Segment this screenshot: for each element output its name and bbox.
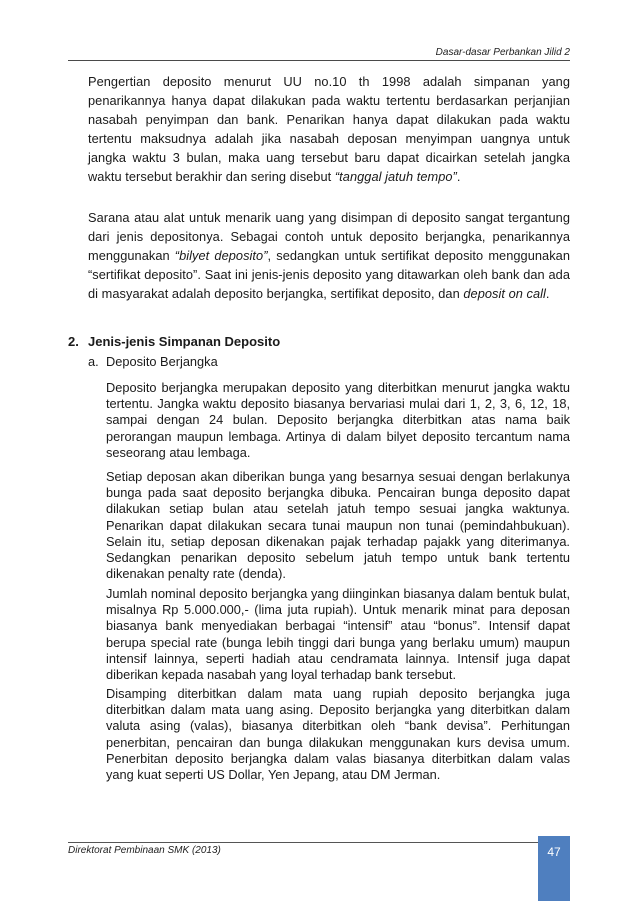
body-paragraph-2: Setiap deposan akan diberikan bunga yang besarnya sesuai dengan berlakunya bunga pada saat deposito berjangka dibuka. Pencairan bunga deposito dapat dilakukan setiap bulan atau setelah jatuh tempo sesuai jangka waktunya. Penarikan dapat dilakukan secara tunai maupun non tunai (pemindahbukuan). Selain itu, setiap deposan dikenakan pajak terhadap pajakk yang diterimanya. Sedangkan penarikan deposito sebelum jatuh tempo untuk bank tertentu dikenakan penalty rate (denda). bbox=[106, 469, 570, 582]
footer-publisher: Direktorat Pembinaan SMK (2013) bbox=[68, 845, 221, 856]
text-segment: . bbox=[456, 169, 461, 184]
body-paragraph-4: Disamping diterbitkan dalam mata uang rupiah deposito berjangka juga diterbitkan dalam mata uang asing. Deposito berjangka yang diterbitkan dalam valuta asing (valas), biasanya diterbitkan oleh “bank devisa”. Perhitungan penerbitan, pencairan dan bunga dilakukan menggunakan kurs devisa umum. Penerbitan deposito berjangka dalam valas biasanya diterbitkan dalam valas yang kuat seperti US Dollar, Yen Jepang, atau DM Jerman. bbox=[106, 686, 570, 783]
body-paragraph-3: Jumlah nominal deposito berjangka yang diinginkan biasanya dalam bentuk bulat, misalnya Rp 5.000.000,- (lima juta rupiah). Untuk menarik minat para deposan biasanya bank menyediakan berbagai “intensif” atau “bonus”. Intensif dapat berupa special rate (bunga lebih tinggi dari bunga yang berlaku umum) maupun intensif lainnya, seperti hadiah atau cendramata lainnya. Intensif juga dapat diberikan kepada nasabah yang loyal terhadap bank tersebut. bbox=[106, 586, 570, 683]
section-heading bbox=[68, 332, 280, 351]
header-divider bbox=[68, 60, 570, 61]
page-number: 47 bbox=[547, 845, 561, 859]
text-segment: deposit on call bbox=[463, 286, 546, 301]
subsection-letter: a. bbox=[88, 354, 99, 369]
subsection-heading bbox=[88, 352, 218, 371]
body-paragraph-1: Deposito berjangka merupakan deposito yang diterbitkan menurut jangka waktu tertentu. Jangka waktu deposito biasanya bervariasi mulai dari 1, 2, 3, 6, 12, 18, sampai dengan 24 bulan. Deposito berjangka diterbitkan atas nama baik perorangan maupun lembaga. Artinya di dalam bilyet deposito tercantum nama seseorang atau lembaga. bbox=[106, 380, 570, 460]
text-segment: , sedangkan untuk sertifikat deposito menggunakan “sertifikat deposito”. Saat ini jenis-jenis deposito yang ditawarkan oleh bank dan ada di masyarakat adalah deposito berjangka, sertifikat deposito, dan bbox=[88, 248, 570, 301]
text-segment: Sarana atau alat untuk menarik uang yang disimpan di deposito sangat tergantung dari jenis depositonya. Sebagai contoh untuk deposito berjangka, penarikannya menggunakan bbox=[88, 210, 570, 263]
text-segment: Pengertian deposito menurut UU no.10 th 1998 adalah simpanan yang penarikannya hanya dapat dilakukan pada waktu tertentu berdasarkan perjanjian nasabah penyimpan dan bank. Penarikan hanya dapat dilakukan pada waktu tertentu maksudnya adalah jika nasabah deposan menyimpan uangnya untuk jangka waktu 3 bulan, maka uang tersebut baru dapat dicairkan setelah jangka waktu tersebut berakhir dan sering disebut bbox=[88, 74, 570, 184]
subsection-title: Deposito Berjangka bbox=[106, 354, 218, 369]
running-header: Dasar-dasar Perbankan Jilid 2 bbox=[435, 47, 570, 58]
text-segment: “tanggal jatuh tempo” bbox=[334, 169, 457, 184]
intro-paragraph-1 bbox=[88, 72, 570, 186]
text-segment: . bbox=[545, 286, 550, 301]
section-number: 2. bbox=[68, 334, 79, 349]
section-title: Jenis-jenis Simpanan Deposito bbox=[88, 334, 281, 349]
footer-divider bbox=[68, 842, 538, 843]
text-segment: “bilyet deposito” bbox=[174, 248, 268, 263]
intro-paragraph-2 bbox=[88, 208, 570, 303]
